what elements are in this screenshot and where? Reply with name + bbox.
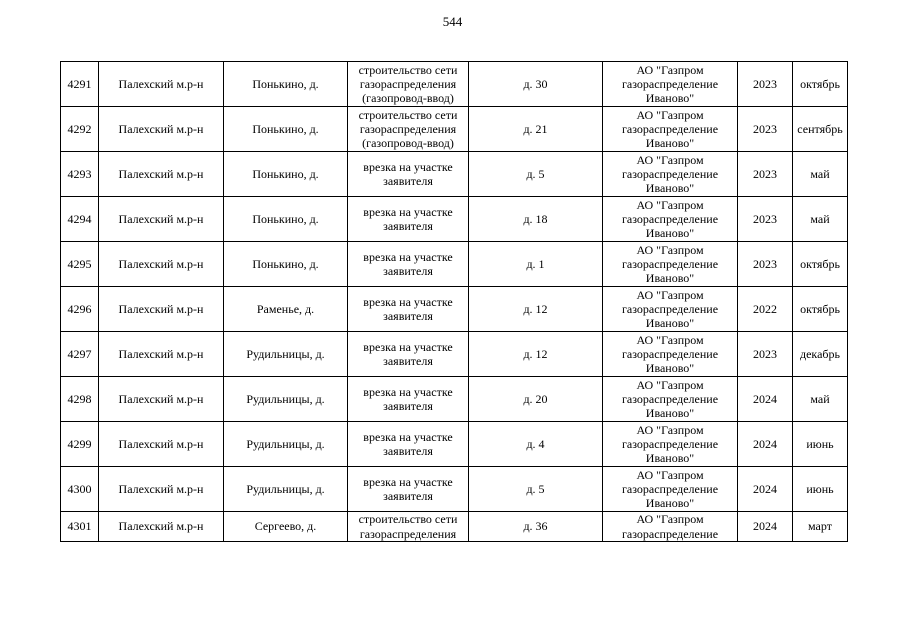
house-number-cell: д. 1 — [469, 242, 603, 287]
month-cell: март — [793, 512, 848, 542]
organization-cell: АО "Газпром газораспределение Иваново" — [603, 332, 738, 377]
organization-cell: АО "Газпром газораспределение Иваново" — [603, 287, 738, 332]
year-cell: 2023 — [738, 107, 793, 152]
table-body — [61, 62, 848, 542]
row-number-cell: 4292 — [61, 107, 99, 152]
month-cell: октябрь — [793, 62, 848, 107]
table-row — [61, 287, 848, 332]
organization-cell: АО "Газпром газораспределение Иваново" — [603, 152, 738, 197]
organization-cell: АО "Газпром газораспределение Иваново" — [603, 62, 738, 107]
month-cell: июнь — [793, 467, 848, 512]
month-cell: сентябрь — [793, 107, 848, 152]
house-number-cell: д. 36 — [469, 512, 603, 542]
locality-cell: Понькино, д. — [224, 62, 348, 107]
month-cell: май — [793, 152, 848, 197]
year-cell: 2023 — [738, 197, 793, 242]
year-cell: 2023 — [738, 332, 793, 377]
gas-connection-table — [60, 61, 848, 542]
district-cell: Палехский м.р-н — [99, 287, 224, 332]
house-number-cell: д. 4 — [469, 422, 603, 467]
month-cell: май — [793, 377, 848, 422]
year-cell: 2022 — [738, 287, 793, 332]
work-type-cell: врезка на участке заявителя — [348, 287, 469, 332]
work-type-cell: строительство сети газораспределения (газопровод-ввод) — [348, 107, 469, 152]
locality-cell: Раменье, д. — [224, 287, 348, 332]
locality-cell: Рудильницы, д. — [224, 422, 348, 467]
table-row — [61, 62, 848, 107]
work-type-cell: врезка на участке заявителя — [348, 197, 469, 242]
district-cell: Палехский м.р-н — [99, 197, 224, 242]
table-row — [61, 512, 848, 542]
house-number-cell: д. 30 — [469, 62, 603, 107]
table-row — [61, 377, 848, 422]
locality-cell: Понькино, д. — [224, 107, 348, 152]
work-type-cell: врезка на участке заявителя — [348, 332, 469, 377]
row-number-cell: 4298 — [61, 377, 99, 422]
district-cell: Палехский м.р-н — [99, 422, 224, 467]
district-cell: Палехский м.р-н — [99, 377, 224, 422]
house-number-cell: д. 12 — [469, 332, 603, 377]
row-number-cell: 4295 — [61, 242, 99, 287]
year-cell: 2024 — [738, 467, 793, 512]
locality-cell: Понькино, д. — [224, 242, 348, 287]
house-number-cell: д. 5 — [469, 152, 603, 197]
district-cell: Палехский м.р-н — [99, 242, 224, 287]
month-cell: октябрь — [793, 242, 848, 287]
row-number-cell: 4297 — [61, 332, 99, 377]
district-cell: Палехский м.р-н — [99, 332, 224, 377]
month-cell: октябрь — [793, 287, 848, 332]
page-number: 544 — [442, 14, 463, 29]
row-number-cell: 4301 — [61, 512, 99, 542]
work-type-cell: врезка на участке заявителя — [348, 422, 469, 467]
year-cell: 2024 — [738, 377, 793, 422]
work-type-cell: врезка на участке заявителя — [348, 377, 469, 422]
house-number-cell: д. 21 — [469, 107, 603, 152]
organization-cell: АО "Газпром газораспределение Иваново" — [603, 197, 738, 242]
organization-cell: АО "Газпром газораспределение — [603, 512, 738, 542]
row-number-cell: 4291 — [61, 62, 99, 107]
table-row — [61, 422, 848, 467]
organization-cell: АО "Газпром газораспределение Иваново" — [603, 107, 738, 152]
locality-cell: Понькино, д. — [224, 197, 348, 242]
row-number-cell: 4294 — [61, 197, 99, 242]
house-number-cell: д. 20 — [469, 377, 603, 422]
month-cell: июнь — [793, 422, 848, 467]
table-row — [61, 332, 848, 377]
house-number-cell: д. 18 — [469, 197, 603, 242]
table-row — [61, 107, 848, 152]
district-cell: Палехский м.р-н — [99, 107, 224, 152]
month-cell: май — [793, 197, 848, 242]
work-type-cell: строительство сети газораспределения — [348, 512, 469, 542]
year-cell: 2024 — [738, 422, 793, 467]
year-cell: 2023 — [738, 242, 793, 287]
row-number-cell: 4296 — [61, 287, 99, 332]
table-row — [61, 467, 848, 512]
table-row — [61, 242, 848, 287]
table-row — [61, 152, 848, 197]
year-cell: 2024 — [738, 512, 793, 542]
organization-cell: АО "Газпром газораспределение Иваново" — [603, 422, 738, 467]
year-cell: 2023 — [738, 62, 793, 107]
district-cell: Палехский м.р-н — [99, 62, 224, 107]
house-number-cell: д. 5 — [469, 467, 603, 512]
locality-cell: Рудильницы, д. — [224, 467, 348, 512]
house-number-cell: д. 12 — [469, 287, 603, 332]
work-type-cell: врезка на участке заявителя — [348, 467, 469, 512]
month-cell: декабрь — [793, 332, 848, 377]
organization-cell: АО "Газпром газораспределение Иваново" — [603, 467, 738, 512]
district-cell: Палехский м.р-н — [99, 512, 224, 542]
district-cell: Палехский м.р-н — [99, 152, 224, 197]
table-row — [61, 197, 848, 242]
work-type-cell: строительство сети газораспределения (газопровод-ввод) — [348, 62, 469, 107]
locality-cell: Сергеево, д. — [224, 512, 348, 542]
locality-cell: Понькино, д. — [224, 152, 348, 197]
row-number-cell: 4293 — [61, 152, 99, 197]
locality-cell: Рудильницы, д. — [224, 377, 348, 422]
row-number-cell: 4299 — [61, 422, 99, 467]
work-type-cell: врезка на участке заявителя — [348, 242, 469, 287]
row-number-cell: 4300 — [61, 467, 99, 512]
work-type-cell: врезка на участке заявителя — [348, 152, 469, 197]
district-cell: Палехский м.р-н — [99, 467, 224, 512]
year-cell: 2023 — [738, 152, 793, 197]
organization-cell: АО "Газпром газораспределение Иваново" — [603, 242, 738, 287]
locality-cell: Рудильницы, д. — [224, 332, 348, 377]
organization-cell: АО "Газпром газораспределение Иваново" — [603, 377, 738, 422]
